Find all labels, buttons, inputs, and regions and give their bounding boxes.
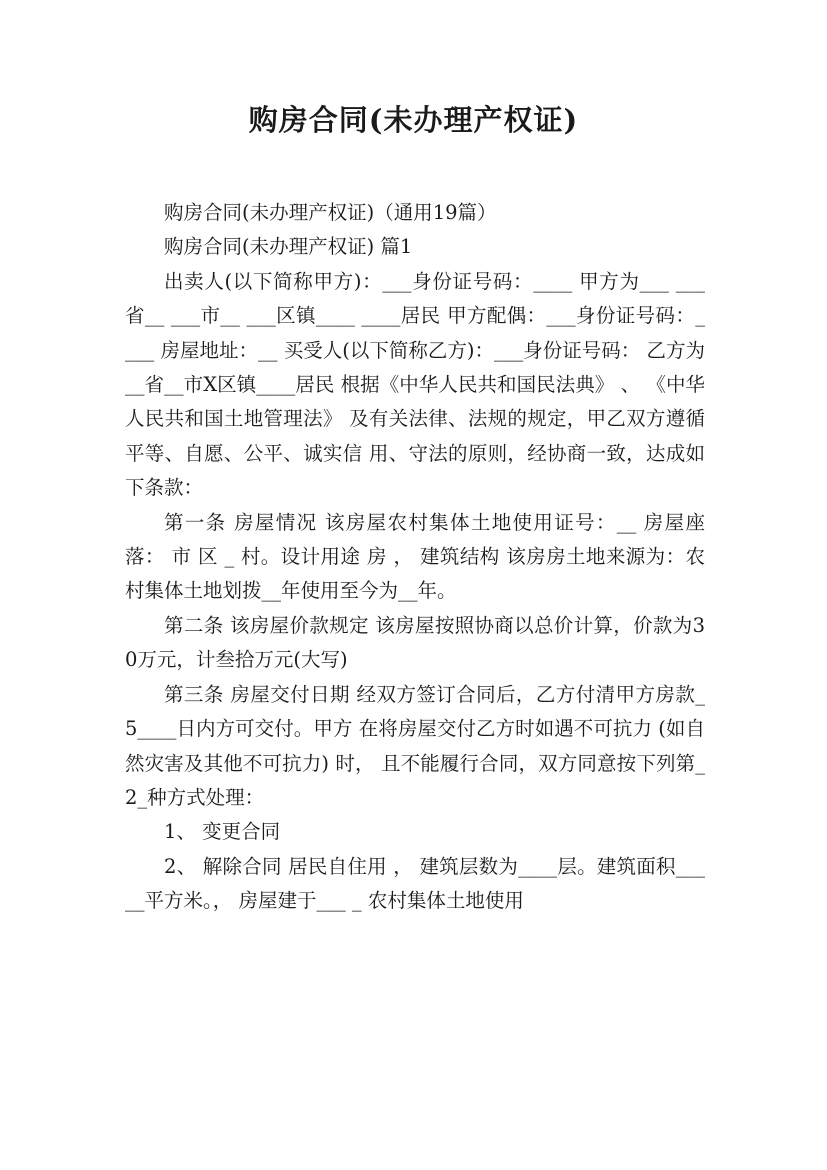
document-title: 购房合同(未办理产权证) [248,103,579,137]
paragraph-section-heading: 购房合同(未办理产权证) 篇1 [164,235,413,259]
paragraph-article-2: 第二条 该房屋价款规定 该房屋按照协商以总价计算，价款为30万元，计叁拾万元(大写) [125,613,705,672]
paragraph-article-1: 第一条 房屋情况 该房屋农村集体土地使用证号：__ 房屋座落： 市 区 _ 村。设计用途 房 ， 建筑结构 该房房土地来源为：农村集体土地划拨__年使用至今为__年。 [125,510,705,603]
paragraph-option-1: 1、 变更合同 [164,820,281,844]
paragraph-option-2: 2、 解除合同 居民自住用 ， 建筑层数为____层。建筑面积_____平方米。， 房屋建于___ _ 农村集体土地使用 [125,854,705,913]
document-body [125,196,705,919]
paragraph-article-3: 第三条 房屋交付日期 经双方签订合同后，乙方付清甲方房款_5____日内方可交付。甲方 在将房屋交付乙方时如遇不可抗力 (如自然灾害及其他不可抗力) 时， 且不能履行合同，双方同意按下列第_2_种方式处理： [125,682,705,809]
paragraph-subtitle: 购房合同(未办理产权证)（通用19篇） [164,201,497,224]
paragraph-parties: 出卖人(以下简称甲方)：___身份证号码：____ 甲方为___ ___省__ ___市__ ___区镇____ ____居民 甲方配偶：___身份证号码：_ ___ 房屋地址：__ 买受人(以下简称乙方)：___身份证号码： 乙方为__省__市X区镇____居民 根据《中华人民共和国民法典》 、 《中华人民共和国土地管理法》 及有关法律、法规的规定，甲乙双方遵循平等、自愿、公平、诚实信 用、守法的原则，经协商一致，达成如下条款： [125,269,705,500]
